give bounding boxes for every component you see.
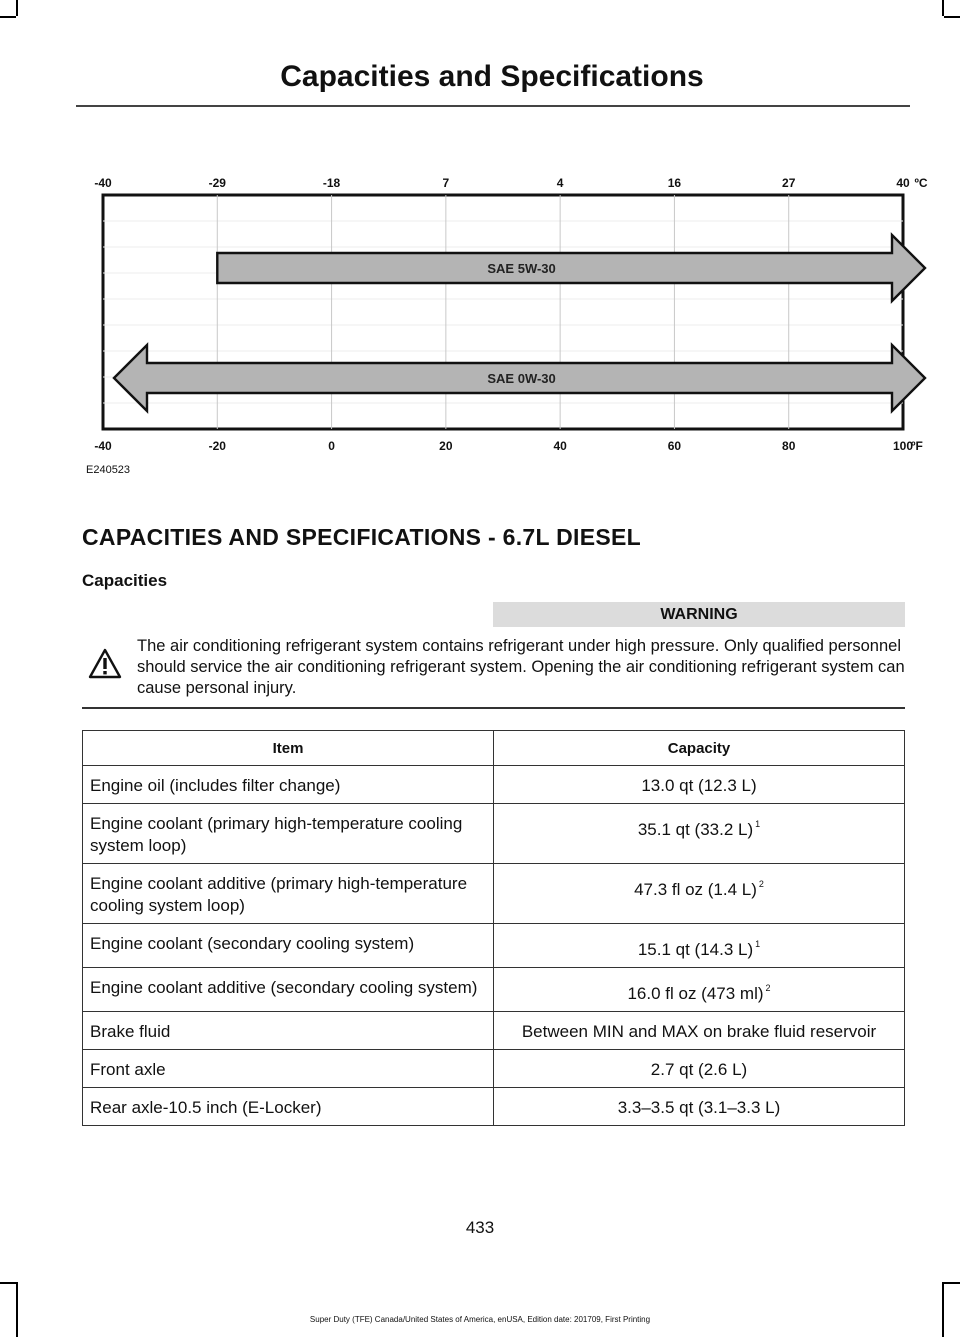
fahrenheit-tick-label: 100 bbox=[892, 439, 914, 453]
warning-triangle-icon bbox=[88, 648, 122, 680]
table-row bbox=[83, 968, 905, 1012]
capacity-cell bbox=[494, 1050, 905, 1088]
capacity-value: 35.1 qt (33.2 L) bbox=[637, 820, 754, 839]
fahrenheit-tick-label: 20 bbox=[439, 439, 453, 453]
chart-series bbox=[114, 235, 925, 411]
celsius-tick-label: 27 bbox=[782, 176, 796, 190]
crop-mark bbox=[942, 0, 944, 16]
celsius-tick-label: 7 bbox=[442, 176, 450, 190]
item-cell: Brake fluid bbox=[83, 1012, 494, 1050]
celsius-tick-label: -29 bbox=[208, 176, 226, 190]
capacity-value: 47.3 fl oz (1.4 L) bbox=[634, 880, 757, 899]
fahrenheit-tick-label: 80 bbox=[782, 439, 796, 453]
table-row bbox=[83, 1012, 905, 1050]
capacity-cell bbox=[494, 1012, 905, 1050]
item-cell: Engine coolant additive (primary high-temperature cooling system loop) bbox=[83, 864, 494, 924]
fahrenheit-unit-label: ºF bbox=[911, 439, 923, 453]
crop-mark bbox=[944, 1282, 960, 1284]
capacity-value: 3.3–3.5 qt (3.1–3.3 L) bbox=[617, 1098, 781, 1117]
footer-text: Super Duty (TFE) Canada/United States of America, enUSA, Edition date: 201709, First Printing bbox=[309, 1315, 651, 1324]
table-row bbox=[83, 766, 905, 804]
capacity-value: 2.7 qt (2.6 L) bbox=[650, 1060, 748, 1079]
fahrenheit-tick-label: 40 bbox=[553, 439, 567, 453]
table-row bbox=[83, 924, 905, 968]
table-header-row bbox=[83, 731, 905, 766]
capacity-cell bbox=[494, 804, 905, 864]
footnote-ref: 1 bbox=[755, 819, 761, 829]
warning-text: The air conditioning refrigerant system contains refrigerant under high pressure. Only qualified personnel should service the air conditioning refrigerant system. Opening the air conditioning refrigerant system can cause personal injury. bbox=[137, 637, 905, 697]
capacity-cell bbox=[494, 766, 905, 804]
crop-mark bbox=[942, 1282, 944, 1337]
subsection-title: Capacities bbox=[82, 571, 168, 590]
fahrenheit-tick-label: 60 bbox=[667, 439, 682, 453]
capacity-cell bbox=[494, 1088, 905, 1126]
crop-mark bbox=[0, 16, 16, 18]
capacity-cell bbox=[494, 864, 905, 924]
capacity-cell bbox=[494, 924, 905, 968]
table-row bbox=[83, 864, 905, 924]
footnote-ref: 2 bbox=[758, 879, 764, 889]
celsius-tick-label: 40 bbox=[896, 176, 910, 190]
celsius-tick-label: 16 bbox=[667, 176, 682, 190]
item-cell: Engine oil (includes filter change) bbox=[83, 766, 494, 804]
table-row bbox=[83, 1088, 905, 1126]
page-header-title: Capacities and Specifications bbox=[280, 60, 704, 93]
fahrenheit-tick-label: 0 bbox=[328, 439, 335, 453]
capacity-value: 13.0 qt (12.3 L) bbox=[641, 776, 757, 795]
crop-mark bbox=[944, 16, 960, 18]
capacity-cell bbox=[494, 968, 905, 1012]
oil-viscosity-chart bbox=[80, 160, 928, 480]
item-cell: Engine coolant additive (secondary cooling system) bbox=[83, 968, 494, 1012]
fahrenheit-tick-label: -40 bbox=[94, 439, 112, 453]
image-id-label: E240523 bbox=[86, 464, 131, 476]
crop-mark bbox=[0, 1282, 16, 1284]
capacity-value: Between MIN and MAX on brake fluid reservoir bbox=[521, 1022, 877, 1041]
page-number: 433 bbox=[465, 1218, 495, 1237]
celsius-tick-label: -40 bbox=[94, 176, 112, 190]
fahrenheit-tick-label: -20 bbox=[208, 439, 226, 453]
warning-divider bbox=[82, 707, 905, 709]
capacity-value: 15.1 qt (14.3 L) bbox=[637, 940, 754, 959]
crop-mark bbox=[16, 0, 18, 16]
warning-label: WARNING bbox=[493, 602, 905, 627]
item-cell: Engine coolant (secondary cooling system) bbox=[83, 924, 494, 968]
item-cell: Engine coolant (primary high-temperature cooling system loop) bbox=[83, 804, 494, 864]
viscosity-range-arrow bbox=[217, 235, 925, 301]
crop-mark bbox=[16, 1282, 18, 1337]
capacity-value: 16.0 fl oz (473 ml) bbox=[627, 984, 764, 1003]
item-cell: Front axle bbox=[83, 1050, 494, 1088]
series-label: SAE 0W-30 bbox=[487, 371, 556, 386]
header-divider bbox=[76, 105, 910, 107]
section-title: CAPACITIES AND SPECIFICATIONS - 6.7L DIESEL bbox=[82, 524, 642, 550]
celsius-tick-label: 4 bbox=[556, 176, 564, 190]
capacities-table bbox=[82, 730, 905, 1126]
footnote-ref: 2 bbox=[765, 983, 771, 993]
table-row bbox=[83, 1050, 905, 1088]
column-header-capacity: Capacity bbox=[494, 731, 905, 766]
celsius-unit-label: ºC bbox=[914, 176, 928, 190]
item-cell: Rear axle-10.5 inch (E-Locker) bbox=[83, 1088, 494, 1126]
celsius-tick-label: -18 bbox=[322, 176, 341, 190]
series-label: SAE 5W-30 bbox=[487, 261, 556, 276]
footnote-ref: 1 bbox=[755, 939, 761, 949]
column-header-item: Item bbox=[83, 731, 494, 766]
table-row bbox=[83, 804, 905, 864]
